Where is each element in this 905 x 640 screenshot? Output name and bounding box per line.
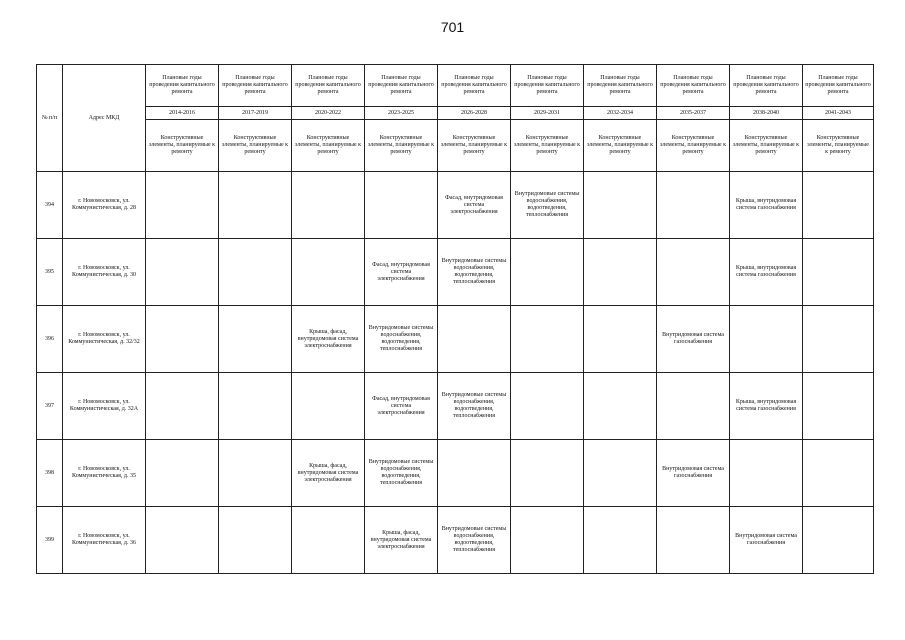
row-cell [219,507,292,574]
row-cell: Фасад, внутридомовая система электроснабжения [365,373,438,440]
row-cell: Внутридомовые системы водоснабжения, водоотведения, теплоснабжения [438,239,511,306]
row-cell: Внутридомовая система газоснабжения [657,440,730,507]
row-cell [219,373,292,440]
row-cell [730,440,803,507]
header-period: 2041-2043 [803,107,874,120]
row-number: 399 [37,507,63,574]
row-cell [657,507,730,574]
header-num: № п/п [37,65,63,172]
row-address: г. Новомосковск, ул. Коммунистическая, д. 32/32 [63,306,146,373]
row-cell: Крыша, фасад, внутридомовая система электроснабжения [292,440,365,507]
row-cell [584,239,657,306]
row-cell [511,507,584,574]
header-period: 2035-2037 [657,107,730,120]
row-cell: Крыша, фасад, внутридомовая система электроснабжения [365,507,438,574]
header-planned-years: Плановые годы проведения капитального ремонта [730,65,803,107]
row-cell: Крыша, внутридомовая система газоснабжения [730,239,803,306]
row-cell [803,440,874,507]
row-cell [146,507,219,574]
table-row [37,373,874,440]
row-address: г. Новомосковск, ул. Коммунистическая, д. 28 [63,172,146,239]
row-cell: Внутридомовые системы водоснабжения, водоотведения, теплоснабжения [438,373,511,440]
row-cell [584,507,657,574]
row-cell [803,306,874,373]
header-planned-years: Плановые годы проведения капитального ремонта [365,65,438,107]
table-row [37,239,874,306]
row-cell [219,440,292,507]
header-elements: Конструктивные элементы, планируемые к ремонту [219,120,292,172]
row-cell [292,373,365,440]
row-cell [146,440,219,507]
row-cell [657,373,730,440]
row-number: 394 [37,172,63,239]
row-number: 397 [37,373,63,440]
row-cell [292,507,365,574]
repair-schedule-table [36,64,874,574]
row-cell: Крыша, внутридомовая система газоснабжения [730,172,803,239]
row-cell [292,172,365,239]
header-period: 2038-2040 [730,107,803,120]
header-period: 2020-2022 [292,107,365,120]
header-planned-years: Плановые годы проведения капитального ремонта [803,65,874,107]
header-planned-years: Плановые годы проведения капитального ремонта [219,65,292,107]
row-cell [803,239,874,306]
header-elements: Конструктивные элементы, планируемые к ремонту [438,120,511,172]
row-cell [219,239,292,306]
page-number: 701 [440,19,465,35]
table-row [37,440,874,507]
row-cell [511,373,584,440]
row-cell [803,172,874,239]
row-cell [219,172,292,239]
row-cell [511,239,584,306]
row-cell: Крыша, внутридомовая система газоснабжения [730,373,803,440]
row-cell [219,306,292,373]
row-address: г. Новомосковск, ул. Коммунистическая, д. 32А [63,373,146,440]
header-elements: Конструктивные элементы, планируемые к ремонту [146,120,219,172]
header-elements: Конструктивные элементы, планируемые к ремонту [292,120,365,172]
header-elements: Конструктивные элементы, планируемые к ремонту [730,120,803,172]
row-cell [511,306,584,373]
row-cell [292,239,365,306]
row-cell [803,373,874,440]
row-address: г. Новомосковск, ул. Коммунистическая, д. 30 [63,239,146,306]
row-cell [146,306,219,373]
header-period: 2032-2034 [584,107,657,120]
header-period: 2023-2025 [365,107,438,120]
header-elements: Конструктивные элементы, планируемые к ремонту [657,120,730,172]
row-cell [146,172,219,239]
row-address: г. Новомосковск, ул. Коммунистическая, д. 36 [63,507,146,574]
row-cell [511,440,584,507]
row-number: 395 [37,239,63,306]
row-cell [657,239,730,306]
row-cell: Фасад, внутридомовая система электроснабжения [365,239,438,306]
row-cell: Внутридомовая система газоснабжения [657,306,730,373]
header-planned-years: Плановые годы проведения капитального ремонта [146,65,219,107]
header-address: Адрес МКД [63,65,146,172]
header-planned-years: Плановые годы проведения капитального ремонта [584,65,657,107]
row-cell: Крыша, фасад, внутридомовая система электроснабжения [292,306,365,373]
row-cell [730,306,803,373]
row-cell: Внутридомовые системы водоснабжения, водоотведения, теплоснабжения [365,440,438,507]
row-cell [584,172,657,239]
row-address: г. Новомосковск, ул. Коммунистическая, д. 35 [63,440,146,507]
header-planned-years: Плановые годы проведения капитального ремонта [657,65,730,107]
row-cell [584,306,657,373]
header-elements: Конструктивные элементы, планируемые к ремонту [584,120,657,172]
row-cell [365,172,438,239]
row-cell [438,306,511,373]
table-row [37,507,874,574]
row-cell: Внутридомовые системы водоснабжения, водоотведения, теплоснабжения [365,306,438,373]
header-period: 2029-2031 [511,107,584,120]
row-cell [584,373,657,440]
row-number: 398 [37,440,63,507]
row-cell [584,440,657,507]
row-cell [657,172,730,239]
row-cell [438,440,511,507]
row-cell: Фасад, внутридомовая система электроснабжения [438,172,511,239]
header-period: 2026-2028 [438,107,511,120]
row-cell [146,373,219,440]
row-cell: Внутридомовая система газоснабжения [730,507,803,574]
row-number: 396 [37,306,63,373]
header-elements: Конструктивные элементы, планируемые к ремонту [511,120,584,172]
row-cell [803,507,874,574]
header-planned-years: Плановые годы проведения капитального ремонта [438,65,511,107]
row-cell [146,239,219,306]
header-planned-years: Плановые годы проведения капитального ремонта [511,65,584,107]
header-elements: Конструктивные элементы, планируемые к ремонту [803,120,874,172]
header-elements: Конструктивные элементы, планируемые к ремонту [365,120,438,172]
header-planned-years: Плановые годы проведения капитального ремонта [292,65,365,107]
row-cell: Внутридомовые системы водоснабжения, водоотведения, теплоснабжения [438,507,511,574]
table-row [37,306,874,373]
row-cell: Внутридомовые системы водоснабжения, водоотведения, теплоснабжения [511,172,584,239]
header-period: 2017-2019 [219,107,292,120]
table-row [37,172,874,239]
header-period: 2014-2016 [146,107,219,120]
